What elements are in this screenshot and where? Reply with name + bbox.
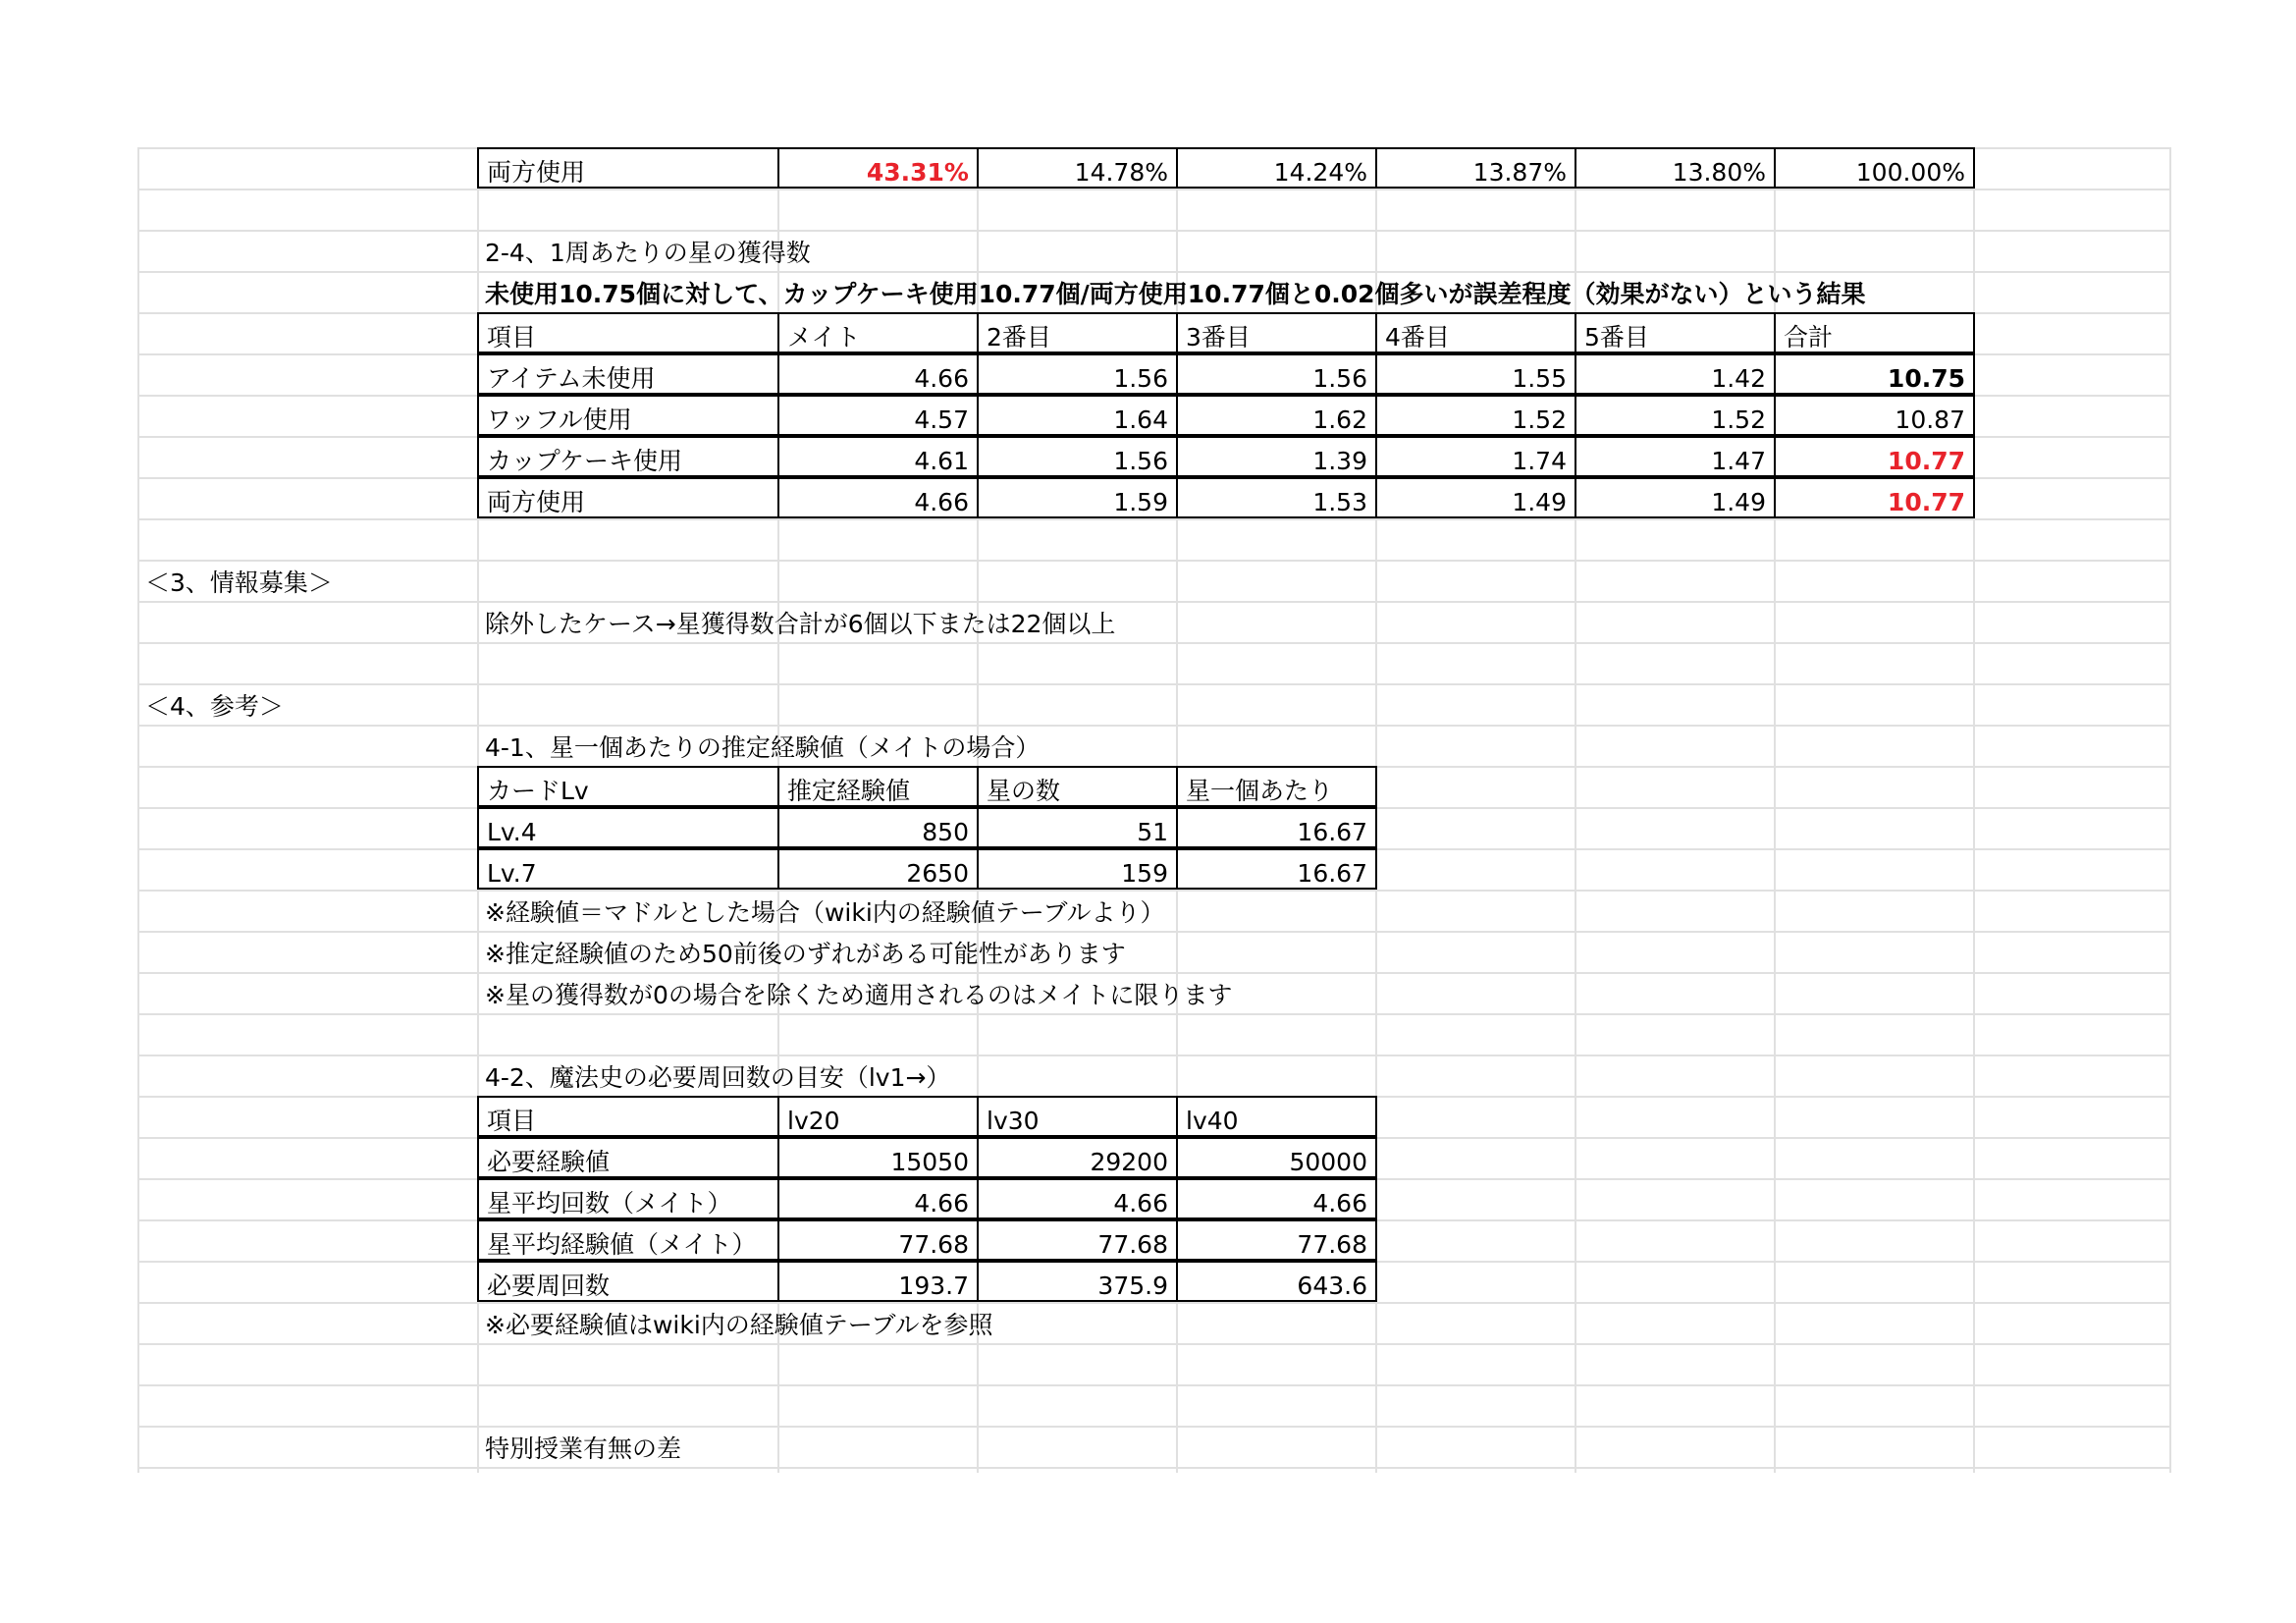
table-cell: 1.55 [1375,353,1576,395]
table-cell: 1.52 [1375,395,1576,436]
table-cell: 必要経験値 [477,1137,779,1178]
table-cell: 4.61 [777,436,979,477]
table-cell: 16.67 [1176,848,1377,890]
table-cell: 4.57 [777,395,979,436]
gridline [137,189,2171,190]
gridline [137,642,2171,644]
section-note: 除外したケース→星獲得数合計が6個以下または22個以上 [485,610,1116,638]
table-cell: 1.64 [977,395,1178,436]
table-cell: 1.56 [1176,353,1377,395]
section-title: 4-1、星一個あたりの推定経験値（メイトの場合） [485,733,1041,762]
table-cell: 14.78% [977,147,1178,189]
gridline [137,1302,2171,1304]
section-heading: ＜4、参考＞ [145,692,284,721]
table-cell: 1.59 [977,477,1178,518]
table-cell: 星平均回数（メイト） [477,1178,779,1219]
table-cell: 10.77 [1774,477,1975,518]
gridline [137,1426,2171,1428]
table-cell: Lv.4 [477,807,779,848]
table-header-cell: 合計 [1774,312,1975,353]
table-cell: 1.49 [1575,477,1776,518]
table-note: ※必要経験値はwiki内の経験値テーブルを参照 [485,1311,993,1339]
section-summary: 未使用10.75個に対して、カップケーキ使用10.77個/両方使用10.77個と0.02個多いが誤差程度（効果がない）という結果 [485,280,1866,308]
table-header-cell: メイト [777,312,979,353]
section-heading: ＜3、情報募集＞ [145,568,333,597]
table-header-cell: 項目 [477,1096,779,1137]
table-cell: 77.68 [1176,1219,1377,1261]
gridline [2169,147,2171,1473]
gridline [137,1055,2171,1056]
table-cell: 星平均経験値（メイト） [477,1219,779,1261]
section-title: 2-4、1周あたりの星の獲得数 [485,239,811,267]
gridline [137,1467,2171,1469]
gridline [137,1013,2171,1015]
gridline [137,1343,2171,1345]
table-cell: 10.77 [1774,436,1975,477]
table-cell: 10.87 [1774,395,1975,436]
gridline [137,683,2171,685]
table-cell: 15050 [777,1137,979,1178]
table-cell: アイテム未使用 [477,353,779,395]
table-header-cell: lv20 [777,1096,979,1137]
table-cell: 1.56 [977,436,1178,477]
table-cell: 両方使用 [477,477,779,518]
table-cell: カップケーキ使用 [477,436,779,477]
table-note: ※経験値＝マドルとした場合（wiki内の経験値テーブルより） [485,898,1165,927]
table-cell: 14.24% [1176,147,1377,189]
table-note: ※推定経験値のため50前後のずれがある可能性があります [485,940,1126,968]
table-note: ※星の獲得数が0の場合を除くため適用されるのはメイトに限ります [485,981,1233,1009]
table-cell: 1.62 [1176,395,1377,436]
gridline [137,518,2171,520]
table-cell: 43.31% [777,147,979,189]
table-cell: 159 [977,848,1178,890]
table-cell: 77.68 [777,1219,979,1261]
table-cell: 必要周回数 [477,1261,779,1302]
table-cell: 1.49 [1375,477,1576,518]
spreadsheet-page [137,147,2171,1473]
table-header-cell: 星の数 [977,766,1178,807]
table-cell: 375.9 [977,1261,1178,1302]
table-cell: 850 [777,807,979,848]
table-header-cell: 2番目 [977,312,1178,353]
gridline [137,560,2171,562]
table-cell: 両方使用 [477,147,779,189]
gridline [137,230,2171,232]
table-cell: 1.52 [1575,395,1776,436]
table-cell: 50000 [1176,1137,1377,1178]
table-cell: 1.42 [1575,353,1776,395]
table-cell: 4.66 [777,353,979,395]
gridline [137,147,139,1473]
table-header-cell: lv30 [977,1096,1178,1137]
table-cell: 1.47 [1575,436,1776,477]
table-cell: 4.66 [777,477,979,518]
gridline [137,931,2171,933]
table-cell: 13.87% [1375,147,1576,189]
table-cell: 29200 [977,1137,1178,1178]
gridline [137,601,2171,603]
table-cell: 193.7 [777,1261,979,1302]
table-header-cell: カードLv [477,766,779,807]
table-header-cell: 4番目 [1375,312,1576,353]
table-cell: 10.75 [1774,353,1975,395]
table-header-cell: 星一個あたり [1176,766,1377,807]
section-title: 4-2、魔法史の必要周回数の目安（lv1→） [485,1063,951,1092]
table-cell: 4.66 [1176,1178,1377,1219]
table-cell: 4.66 [977,1178,1178,1219]
table-header-cell: 5番目 [1575,312,1776,353]
table-cell: 51 [977,807,1178,848]
gridline [137,1384,2171,1386]
table-cell: 16.67 [1176,807,1377,848]
table-cell: 100.00% [1774,147,1975,189]
table-cell: 1.74 [1375,436,1576,477]
table-cell: ワッフル使用 [477,395,779,436]
table-cell: 77.68 [977,1219,1178,1261]
table-header-cell: 3番目 [1176,312,1377,353]
table-cell: 4.66 [777,1178,979,1219]
table-cell: Lv.7 [477,848,779,890]
table-cell: 1.53 [1176,477,1377,518]
table-header-cell: 項目 [477,312,779,353]
table-cell: 1.39 [1176,436,1377,477]
table-header-cell: 推定経験値 [777,766,979,807]
table-cell: 2650 [777,848,979,890]
table-cell: 643.6 [1176,1261,1377,1302]
table-cell: 1.56 [977,353,1178,395]
table-header-cell: lv40 [1176,1096,1377,1137]
gridline [137,725,2171,727]
footer-label: 特別授業有無の差 [485,1434,682,1463]
table-cell: 13.80% [1575,147,1776,189]
